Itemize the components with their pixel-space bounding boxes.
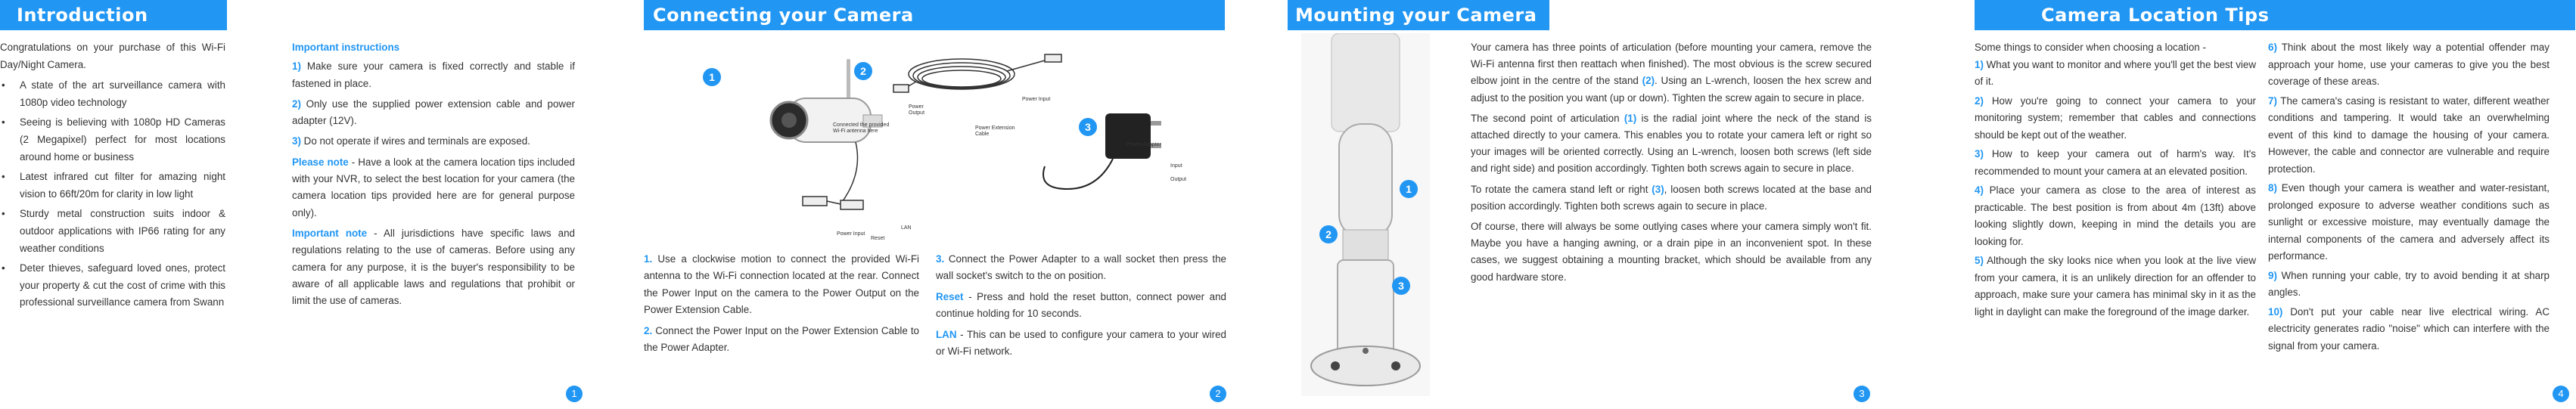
intro-text: Congratulations on your purchase of this Wi-Fi Day/Night Camera. [0,42,225,70]
camera-tail-illustration [803,142,863,209]
page-number: 1 [566,386,583,402]
feature-item: • Latest infrared cut filter for amazing night vision to 66ft/20m for clarity in low light [20,169,225,203]
diagram-label-reset: Reset [871,236,885,241]
important-note: Important note - All jurisdictions have specific laws and regulations relating to the use of cameras. Before using any camera for any purpose, it is the buyer's responsibility to be aware of all applicable laws and regulations that prohibit or limit the use of cameras. [292,227,575,307]
mounting-paragraph-4: Of course, there will always be some outlying cases where your camera simply won't fit. Maybe you have a hanging awning, or a drain pipe in an inconvenient spot. In these cases, we suggest obtaining a mounting bracket, which should be available from any good hardware store. [1471,221,1872,283]
articulation-badge-1: 1 [1400,180,1418,198]
diagram-label-plug-b: Output [1170,177,1187,182]
connection-diagram [689,45,1219,241]
step-3-text: 3. Connect the Power Adapter to a wall socket then press the wall socket's switch to the on position. [936,253,1226,282]
section-header-introduction: Introduction [0,0,227,30]
tip-item: 5) Although the sky looks nice when you look at the live view from your camera, it is an unlikely direction for an offender to approach, make sure your camera has minimal sky in it as the light in daylight can make the foreground of the image darker. [1975,255,2256,318]
tip-item: 8) Even though your camera is weather and water-resistant, prolonged exposure to adverse weather conditions such as sunlight or excessive moisture, may eventually damage the internal components of the camera and adversely affect its performance. [2268,182,2550,262]
step-badge-2: 2 [854,62,872,80]
page-number: 3 [1854,386,1870,402]
feature-item: • Deter thieves, safeguard loved ones, protect your property & cut the cost of crime with this professional surveillance camera from Swann [20,260,225,311]
instruction-item: 1) Make sure your camera is fixed correctly and stable if fastened in place. [292,60,575,89]
tip-item: 1) What you want to monitor and where you'll get the best view of it. [1975,58,2256,87]
page-mounting [1288,0,1931,409]
diagram-label-plug-a: Input [1170,163,1182,169]
reset-text: Reset - Press and hold the reset button, connect power and continue holding for 10 seconds. [936,290,1226,320]
articulation-badge-2: 2 [1319,225,1338,243]
mounting-illustration-svg [1301,33,1430,396]
mounting-illustration [1301,33,1430,396]
feature-item: • Seeing is believing with 1080p HD Cameras (2 Megapixel) perfect for most locations around home or business [20,114,225,166]
section-header-connecting: Connecting your Camera [644,0,1225,30]
diagram-label-power-adapter: Power Adapter [1126,142,1161,147]
diagram-label-power-ext: Power Extension Cable [975,125,1015,137]
page-connecting [644,0,1288,409]
articulation-badge-3: 3 [1392,277,1410,295]
section-header-mounting: Mounting your Camera [1288,0,1549,30]
tip-item: 3) How to keep your camera out of harm's way. It's recommended to mount your camera at an elevated position. [1975,148,2256,177]
tip-item: 7) The camera's casing is resistant to water, different weather conditions and tampering. It would take an overwhelming event of this kind to damage the housing of your camera. However, the cable and connector are vulnerable and require protection. [2268,95,2550,175]
mounting-paragraph-2: The second point of articulation (1) is the radial joint where the neck of the stand is attached directly to your camera. This enables you to rotate your camera left or right so your images will be oriented correctly. Using an L-wrench, loosen both screws (left side and right side) and position accordingly. Tighten both screws again to secure in place. [1471,112,1872,175]
tip-item: 10) Don't put your cable near live electrical wiring. AC electricity generates radio "noise" which can interfere with the signal from your camera. [2268,305,2550,352]
diagram-label-power-input-bottom: Power Input [837,231,865,237]
steps-left-column [644,251,919,360]
power-adapter-illustration [1043,113,1161,189]
mounting-paragraph-1: Your camera has three points of articulation (before mounting your camera, remove the Wi-Fi antenna first then reattach when finished). The most obvious is the screw secured elbow joint in the centre of the stand (2). Using an L-wrench, loosen the hex screw and adjust to the position you want (up or down). Tighten the screw again to secure in place. [1471,42,1872,104]
steps-right-column [936,251,1226,364]
feature-list [0,77,225,311]
diagram-label-connected: Connected the provided Wi-Fi antenna here [833,122,890,134]
tips-right-column [2268,39,2550,355]
instructions-title: Important instructions [292,42,400,53]
mounting-paragraph-3: To rotate the camera stand left or right (3), loosen both screws located at the base and position accordingly. Tighten both screws again to secure in place. [1471,183,1872,212]
tips-left-column [1975,39,2256,321]
diagram-label-power-input: Power Input [1022,97,1051,102]
section-header-location-tips: Camera Location Tips [1975,0,2575,30]
step-1-text: 1. Use a clockwise motion to connect the provided Wi-Fi antenna to the Wi-Fi connection located at the rear. Connect the Power Input on the camera to the Power Output on the Power Extension Cable. [644,253,919,316]
instruction-item: 2) Only use the supplied power extension cable and power adapter (12V). [292,98,575,127]
tips-intro: Some things to consider when choosing a location - [1975,42,2206,53]
please-note: Please note - Have a look at the camera location tips included with your NVR, to select the best location for your camera (the camera location tips provided here are for general purpose only). [292,156,575,218]
connection-diagram-svg [689,45,1219,234]
extension-cable-illustration [893,54,1061,92]
step-badge-1: 1 [703,68,721,86]
feature-item: • A state of the art surveillance camera with 1080p video technology [20,77,225,111]
page-number: 2 [1210,386,1226,402]
tip-item: 4) Place your camera as close to the area of interest as practicable. The best position is from about 4m (13ft) above looking slightly down, keeping in mind the details you are looking for. [1975,184,2256,247]
lan-text: LAN - This can be used to configure your camera to your wired or Wi-Fi network. [936,328,1226,358]
mounting-text-column [1471,39,1872,290]
page-number: 4 [2553,386,2569,402]
tip-item: 6) Think about the most likely way a potential offender may approach your home, use your cameras to give you the best coverage of these areas. [2268,42,2550,87]
diagram-label-power-output: Power Output [909,104,925,116]
tip-item: 2) How you're going to connect your camera to your monitoring system; remember that cables and connections should be kept out of the weather. [1975,95,2256,141]
page-introduction [0,0,644,409]
instructions-column [292,39,575,313]
page-location-tips [1932,0,2576,409]
tip-item: 9) When running your cable, try to avoid bending it at sharp angles. [2268,269,2550,298]
step-badge-3: 3 [1079,118,1097,136]
feature-item: • Sturdy metal construction suits indoor & outdoor applications with IP66 rating for any weather conditions [20,206,225,257]
intro-column [0,39,225,311]
diagram-label-lan: LAN [901,225,912,231]
step-2-text: 2. Connect the Power Input on the Power Extension Cable to the Power Adapter. [644,324,919,354]
instruction-item: 3) Do not operate if wires and terminals are exposed. [292,135,530,147]
